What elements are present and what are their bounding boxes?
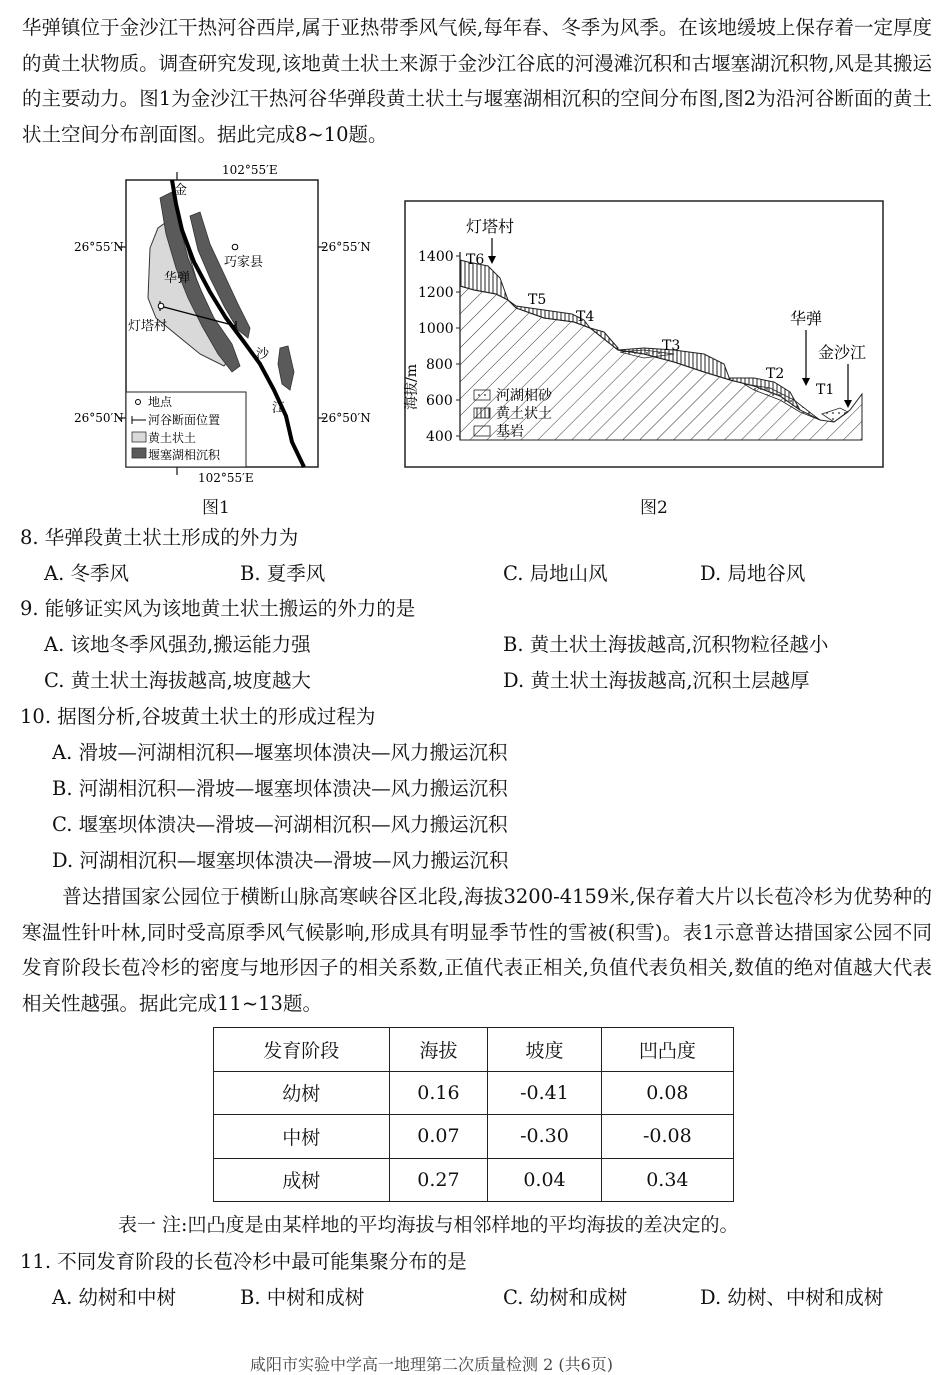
lat-right-top-label: 26°55′N [321, 240, 371, 254]
figure-1-caption: 图1 [202, 498, 230, 518]
q11-stem: 11. 不同发育阶段的长苞冷杉中最可能集聚分布的是 [20, 1250, 467, 1273]
fig2-label-huadan: 华弹 [790, 309, 823, 328]
label-jiang: 江 [272, 401, 286, 416]
q8-option-d: D. 局地谷风 [700, 562, 806, 585]
table-row [214, 1071, 734, 1115]
dengta-marker [158, 303, 164, 309]
lat-left-top-label: 26°55′N [74, 240, 124, 254]
table-cell: 0.34 [601, 1158, 733, 1202]
terrace-t3: T3 [662, 338, 681, 354]
page-footer: 咸阳市实验中学高一地理第二次质量检测 2 (共6页) [250, 1355, 614, 1374]
q10-option-a: A. 滑坡—河湖相沉积—堰塞坝体溃决—风力搬运沉积 [52, 741, 508, 764]
terrace-t4: T4 [576, 309, 595, 325]
q9-option-c: C. 黄土状土海拔越高,坡度越大 [44, 669, 311, 692]
q11-option-d: D. 幼树、中树和成树 [700, 1286, 884, 1309]
table-header-row [214, 1028, 734, 1072]
legend-profile: 河谷断面位置 [148, 413, 221, 427]
q11-option-a: A. 幼树和中树 [52, 1286, 176, 1309]
q10-option-b: B. 河湖相沉积—滑坡—堰塞坝体溃决—风力搬运沉积 [52, 777, 508, 800]
table-cell: 0.16 [389, 1071, 488, 1115]
table-cell: -0.41 [488, 1071, 601, 1115]
terrace-t2: T2 [766, 366, 785, 382]
table-1 [213, 1027, 734, 1202]
table-header: 发育阶段 [214, 1028, 390, 1072]
y-tick-1000: 1000 [418, 321, 454, 337]
figure-1-map [60, 158, 371, 488]
table-cell: 0.08 [601, 1071, 733, 1115]
y-tick-1400: 1400 [418, 249, 454, 265]
label-huadan: 华弹 [164, 271, 191, 286]
y-tick-600: 600 [426, 393, 453, 409]
passage-1: 华弹镇位于金沙江干热河谷西岸,属于亚热带季风气候,每年春、冬季为风季。在该地缓坡上保存着一定厚度的黄土状物质。调查研究发现,该地黄土状土来源于金沙江谷底的河漫滩沉积和古堰塞湖沉积物,风是其搬运的主要动力。图1为金沙江干热河谷华弹段黄土状土与堰塞湖相沉积的空间分布图,图2为沿河谷断面的黄土状土空间分布剖面图。据此完成8~10题。 [22, 16, 932, 146]
table-1-note: 表一 注:凹凸度是由某样地的平均海拔与相邻样地的平均海拔的差决定的。 [118, 1214, 739, 1236]
y-axis-label: 海拔/m [404, 364, 420, 410]
label-sha: 沙 [256, 347, 270, 362]
lat-right-bottom-label: 26°50′N [321, 411, 371, 425]
q8-option-a: A. 冬季风 [44, 562, 129, 585]
fig2-legend-sand: 河湖相砂 [496, 388, 552, 404]
q9-option-d: D. 黄土状土海拔越高,沉积土层越厚 [503, 669, 810, 692]
y-tick-1200: 1200 [418, 285, 454, 301]
passage-2 [22, 879, 932, 1021]
table-cell: -0.08 [601, 1115, 733, 1159]
terrace-t6: T6 [466, 252, 485, 268]
label-qiaojia: 巧家县 [224, 255, 264, 270]
table-cell: 0.27 [389, 1158, 488, 1202]
qiaojia-marker [232, 244, 238, 250]
table-header: 坡度 [488, 1028, 601, 1072]
table-cell: 0.07 [389, 1115, 488, 1159]
fig2-legend-loess: 黄土状土 [496, 406, 552, 422]
figure-2-profile [404, 200, 884, 470]
terrace-t1: T1 [816, 382, 835, 398]
table-header: 海拔 [389, 1028, 488, 1072]
passage-2-text: 普达措国家公园位于横断山脉高寒峡谷区北段,海拔3200-4159米,保存着大片以长苞冷杉为优势种的寒温性针叶林,同时受高原季风气候影响,形成具有明显季节性的雪被(积雪)。表1示意普达措国家公园不同发育阶段长苞冷杉的密度与地形因子的相关系数,正值代表正相关,负值代表负相关,数值的绝对值越大代表相关性越强。据此完成11~13题。 [22, 885, 932, 1015]
label-jin: 金 [174, 183, 188, 198]
label-dengta: 灯塔村 [128, 319, 168, 334]
q10-stem: 10. 据图分析,谷坡黄土状土的形成过程为 [20, 705, 376, 728]
q9-option-a: A. 该地冬季风强劲,搬运能力强 [44, 633, 311, 656]
table-cell: -0.30 [488, 1115, 601, 1159]
fig2-label-jinsha: 金沙江 [818, 343, 867, 362]
table-header: 凹凸度 [601, 1028, 733, 1072]
lon-top-label: 102°55′E [222, 163, 278, 177]
table-cell: 0.04 [488, 1158, 601, 1202]
q10-option-c: C. 堰塞坝体溃决—滑坡—河湖相沉积—风力搬运沉积 [52, 813, 508, 836]
q9-stem: 9. 能够证实风为该地黄土状土搬运的外力的是 [20, 597, 416, 620]
q9-option-b: B. 黄土状土海拔越高,沉积物粒径越小 [503, 633, 829, 656]
q8-option-c: C. 局地山风 [503, 562, 608, 585]
figure-2-caption: 图2 [640, 498, 668, 518]
table-cell: 中树 [214, 1115, 390, 1159]
y-tick-800: 800 [426, 357, 453, 373]
legend-lake: 堰塞湖相沉积 [148, 448, 221, 462]
table-cell: 成树 [214, 1158, 390, 1202]
lon-bottom-label: 102°55′E [198, 471, 254, 485]
q11-option-b: B. 中树和成树 [240, 1286, 365, 1309]
lat-left-bottom-label: 26°50′N [74, 411, 124, 425]
fig2-label-dengta: 灯塔村 [466, 217, 515, 236]
y-tick-400: 400 [426, 429, 453, 445]
table-row [214, 1158, 734, 1202]
q8-stem: 8. 华弹段黄土状土形成的外力为 [20, 526, 299, 549]
legend-place: 地点 [148, 395, 173, 409]
legend-loess: 黄土状土 [148, 431, 197, 445]
q10-option-d: D. 河湖相沉积—堰塞坝体溃决—滑坡—风力搬运沉积 [52, 849, 509, 872]
terrace-t5: T5 [528, 292, 547, 308]
table-row [214, 1115, 734, 1159]
q11-option-c: C. 幼树和成树 [503, 1286, 628, 1309]
fig2-legend-bedrock: 基岩 [496, 424, 524, 440]
q8-option-b: B. 夏季风 [240, 562, 326, 585]
table-cell: 幼树 [214, 1071, 390, 1115]
